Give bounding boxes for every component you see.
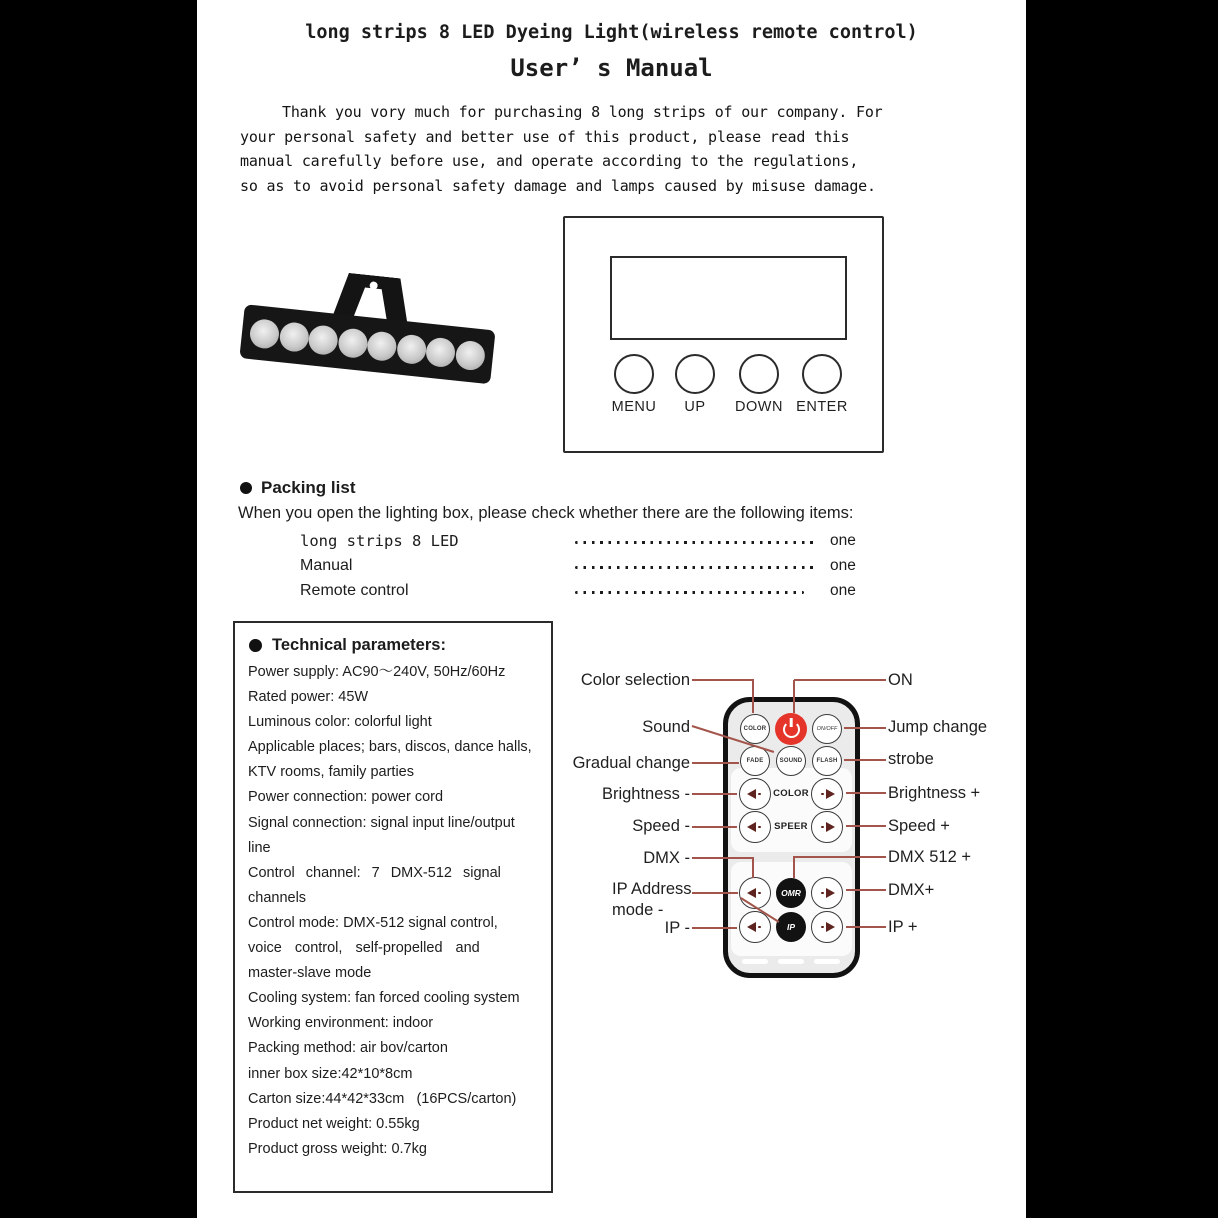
callout-line (752, 857, 754, 878)
lcd-display (610, 256, 847, 340)
callout-line (794, 856, 886, 858)
packing-list-heading (240, 478, 355, 498)
menu-label: MENU (611, 399, 657, 415)
speed-minus-button (739, 811, 771, 843)
sound-button-label: SOUND (779, 758, 803, 764)
dmx-button-label: OMR (781, 888, 801, 898)
ip-button-label: IP (786, 922, 796, 932)
onoff-button-label: ON/OFF (816, 726, 838, 732)
label-brightness-plus: Brightness + (888, 784, 981, 802)
sound-button (776, 746, 806, 776)
tech-line: channels (248, 889, 307, 906)
onoff-button (812, 714, 842, 744)
intro-line: Thank you vory much for purchasing 8 long strips of our company. For (282, 103, 883, 121)
item-name: long strips 8 LED (300, 531, 459, 550)
flash-button-label: FLASH (816, 758, 838, 764)
item-name: Remote control (300, 581, 409, 599)
power-button (775, 713, 807, 745)
left-arrow-icon (747, 922, 756, 932)
tech-line: Rated power: 45W (248, 689, 369, 706)
speed-plus-button (811, 811, 843, 843)
tech-line: Carton size:44*42*33cm (16PCS/carton) (248, 1090, 517, 1107)
callout-line (793, 856, 795, 878)
up-button-drawing (675, 354, 715, 394)
intro-line: manual carefully before use, and operate according to the regulations, (240, 152, 859, 170)
right-arrow-icon (826, 888, 835, 898)
label-dmx-plus: DMX+ (888, 881, 935, 899)
tech-line: Cooling system: fan forced cooling system (248, 990, 520, 1007)
bullet-icon (240, 482, 252, 494)
label-speed-minus: Speed - (632, 817, 690, 835)
led-lens (249, 318, 281, 350)
fade-button-label: FADE (746, 758, 764, 764)
label-speed-plus: Speed + (888, 817, 950, 835)
tech-line: Luminous color: colorful light (248, 714, 432, 731)
dmx-minus-button (739, 877, 771, 909)
right-arrow-icon (826, 922, 835, 932)
tech-line: KTV rooms, family parties (248, 764, 414, 781)
down-button-drawing (739, 354, 779, 394)
label-sound: Sound (642, 718, 690, 736)
color-minus-button (739, 778, 771, 810)
callout-line (692, 762, 739, 764)
dotted-leader (575, 591, 804, 594)
callout-line (752, 680, 754, 713)
ip-minus-button (739, 911, 771, 943)
callout-line (793, 680, 795, 713)
tech-line: Packing method: air bov/carton (248, 1040, 448, 1057)
battery-slot-mark (814, 959, 840, 964)
callout-line (844, 759, 886, 761)
led-bar-light-photo (235, 262, 515, 387)
packing-row (300, 578, 880, 603)
tech-line: Signal connection: signal input line/output (248, 814, 515, 831)
tech-line: Applicable places; bars, discos, dance halls, (248, 739, 532, 756)
tech-line: Product net weight: 0.55kg (248, 1115, 420, 1132)
label-dmx512-plus: DMX 512 + (888, 848, 971, 866)
color-button-label: COLOR (743, 726, 767, 732)
packing-row (300, 553, 880, 578)
intro-line: your personal safety and better use of this product, please read this (240, 127, 850, 146)
technical-parameters-title: Technical parameters: (272, 636, 446, 654)
tech-line: Working environment: indoor (248, 1015, 434, 1032)
label-gradual-change: Gradual change (572, 754, 690, 772)
label-on: ON (888, 671, 913, 689)
led-lens (396, 333, 428, 365)
ip-center-button (776, 912, 806, 942)
callout-line (692, 679, 754, 681)
callout-line (846, 926, 886, 928)
item-name: Manual (300, 556, 353, 574)
enter-button-drawing (802, 354, 842, 394)
led-lens (366, 330, 398, 362)
tech-line: voice control, self-propelled and (248, 940, 480, 957)
label-dmx-minus: DMX - (643, 849, 690, 867)
technical-parameters-box (233, 621, 553, 1193)
dotted-leader (575, 566, 818, 569)
item-qty: one (830, 581, 856, 599)
control-panel-diagram (563, 216, 884, 453)
label-ip-address-mode: IP Address mode - (612, 880, 692, 919)
packing-note: When you open the lighting box, please check whether there are the following items: (238, 504, 854, 522)
tech-line: line (248, 839, 271, 856)
tech-line: Power connection: power cord (248, 789, 444, 806)
tech-line: master-slave mode (248, 965, 372, 982)
callout-line (844, 727, 886, 729)
callout-line (692, 892, 738, 894)
label-strobe: strobe (888, 750, 934, 768)
led-lens (454, 339, 486, 371)
color-plus-button (811, 778, 843, 810)
color-select-button (740, 714, 770, 744)
ip-plus-button (811, 911, 843, 943)
technical-parameters-list (248, 660, 545, 1162)
flash-button (812, 746, 842, 776)
battery-slot-mark (778, 959, 804, 964)
speed-group-label: SPEER (774, 821, 808, 832)
right-arrow-icon (826, 789, 835, 799)
label-ip-minus: IP - (664, 919, 690, 937)
callout-line (692, 927, 737, 929)
callout-line (692, 826, 737, 828)
led-lens (337, 327, 369, 359)
callout-line (846, 825, 886, 827)
manual-subtitle: User’ s Manual (510, 54, 713, 82)
enter-label: ENTER (796, 399, 848, 415)
up-label: UP (684, 399, 706, 415)
callout-line (846, 889, 886, 891)
dotted-leader (575, 541, 818, 544)
label-jump-change: Jump change (888, 718, 988, 736)
packing-items (300, 528, 880, 603)
power-icon (783, 721, 800, 738)
label-brightness-minus: Brightness - (601, 785, 690, 803)
led-bar (238, 262, 500, 398)
led-lens (425, 336, 457, 368)
item-qty: one (830, 556, 856, 574)
label-color-selection: Color selection (580, 671, 690, 689)
dmx-plus-button (811, 877, 843, 909)
color-group-label: COLOR (773, 788, 809, 799)
packing-row (300, 528, 880, 553)
fade-button (740, 746, 770, 776)
remote-control-drawing (723, 697, 860, 978)
led-bar-body (239, 304, 495, 384)
manual-title: long strips 8 LED Dyeing Light(wireless remote control) (305, 22, 918, 43)
tech-line: Control channel: 7 DMX-512 signal (248, 864, 501, 881)
tech-line: Control mode: DMX-512 signal control, (248, 914, 498, 931)
callout-line (794, 679, 886, 681)
down-label: DOWN (735, 399, 783, 415)
tech-line: Power supply: AC90～240V, 50Hz/60Hz (248, 664, 506, 680)
battery-slot-mark (742, 959, 768, 964)
left-arrow-icon (747, 822, 756, 832)
menu-button-drawing (614, 354, 654, 394)
callout-line (846, 792, 886, 794)
tech-line: Product gross weight: 0.7kg (248, 1140, 427, 1157)
intro-paragraph (240, 100, 890, 198)
tech-line: inner box size:42*10*8cm (248, 1065, 413, 1082)
packing-list-title: Packing list (261, 478, 356, 497)
dmx-center-button (776, 878, 806, 908)
right-arrow-icon (826, 822, 835, 832)
left-arrow-icon (747, 789, 756, 799)
callout-line (692, 857, 753, 859)
bullet-icon (249, 639, 262, 652)
item-qty: one (830, 531, 856, 549)
left-arrow-icon (747, 888, 756, 898)
callout-line (692, 793, 737, 795)
technical-parameters-heading (249, 636, 551, 655)
intro-line: so as to avoid personal safety damage and lamps caused by misuse damage. (240, 176, 876, 195)
label-ip-plus: IP + (888, 918, 918, 936)
led-lens (278, 321, 310, 353)
led-lens (308, 324, 340, 356)
